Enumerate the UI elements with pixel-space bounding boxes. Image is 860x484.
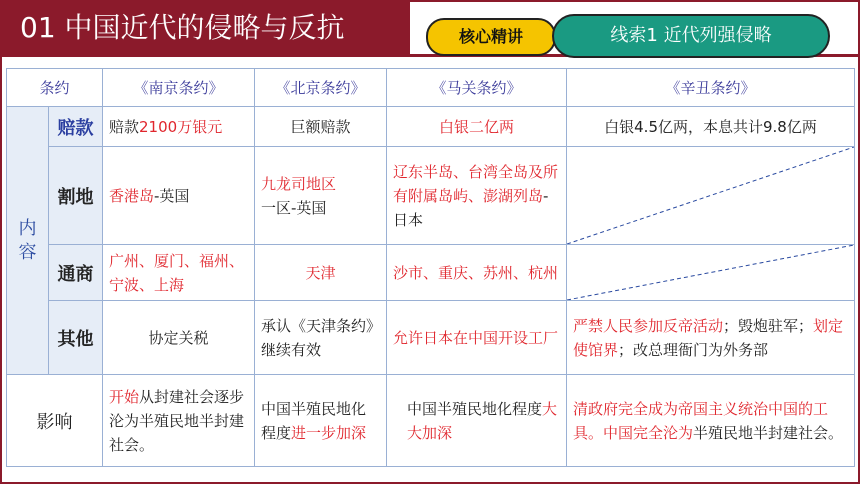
cell-xinchou-indemnity: 白银4.5亿两，本息共计9.8亿两	[567, 107, 855, 147]
cell-nanjing-other: 协定关税	[103, 301, 255, 375]
cell-xinchou-territory-empty	[567, 147, 855, 245]
text: 中国半殖民地化程度	[261, 399, 367, 442]
diagonal-slash	[567, 147, 854, 244]
text: 一区-英国	[261, 198, 327, 217]
header-xinchou: 《辛丑条约》	[567, 69, 855, 107]
text: 中国半殖民地化程度	[407, 399, 543, 418]
row-label-indemnity: 赔款	[49, 107, 103, 147]
text: 2100万银元	[139, 118, 223, 136]
table-row	[7, 301, 855, 375]
text: -英国	[154, 187, 190, 205]
table-header-row	[7, 69, 855, 107]
corner-cell: 条约	[7, 69, 103, 107]
content-side-label	[7, 107, 49, 375]
text: 清政府完全成为帝国主义统治中国的工具。中国完全沦为	[573, 399, 829, 442]
cell-beijing-indemnity: 巨额赔款	[255, 107, 387, 147]
cell-maguan-other: 允许日本在中国开设工厂	[387, 301, 567, 375]
text: ；改总理衙门为外务部	[618, 340, 769, 359]
text: 从封建社会逐步沦为半殖民地半封建社会。	[109, 387, 245, 454]
cell-beijing-territory	[255, 147, 387, 245]
text: 九龙司地区	[261, 174, 337, 193]
cell-xinchou-other	[567, 301, 855, 375]
content-label: 内容	[18, 217, 37, 263]
text: 辽东半岛、台湾全岛及所有附属岛屿、澎湖列岛	[393, 162, 559, 205]
row-label-other: 其他	[49, 301, 103, 375]
table-row	[7, 375, 855, 467]
cell-maguan-indemnity: 白银二亿两	[387, 107, 567, 147]
cell-beijing-impact	[255, 375, 387, 467]
cell-maguan-trade: 沙市、重庆、苏州、杭州	[387, 245, 567, 301]
table-row	[7, 147, 855, 245]
text: 香港岛	[109, 187, 155, 205]
header-maguan: 《马关条约》	[387, 69, 567, 107]
cell-nanjing-territory	[103, 147, 255, 245]
core-badge: 核心精讲	[426, 18, 556, 56]
cell-xinchou-trade-empty	[567, 245, 855, 301]
cell-nanjing-trade: 广州、厦门、福州、宁波、上海	[103, 245, 255, 301]
cell-xinchou-impact	[567, 375, 855, 467]
clue-badge: 线索1 近代列强侵略	[552, 14, 830, 58]
treaty-table	[6, 68, 855, 467]
text: -日本	[393, 186, 549, 229]
diagonal-slash	[567, 245, 854, 300]
table-row	[7, 107, 855, 147]
page-title: 01 中国近代的侵略与反抗	[2, 2, 410, 54]
text: ；毁炮驻军；	[723, 316, 814, 335]
text: 划定使馆界	[573, 316, 844, 359]
cell-maguan-territory	[387, 147, 567, 245]
row-label-impact: 影响	[7, 375, 103, 467]
text: 大大加深	[407, 399, 558, 442]
text: 进一步加深	[291, 423, 367, 442]
text: 赔款	[109, 118, 140, 136]
cell-nanjing-impact	[103, 375, 255, 467]
header-beijing: 《北京条约》	[255, 69, 387, 107]
cell-beijing-trade: 天津	[255, 245, 387, 301]
header-nanjing: 《南京条约》	[103, 69, 255, 107]
cell-beijing-other: 承认《天津条约》继续有效	[255, 301, 387, 375]
table-row	[7, 245, 855, 301]
row-label-territory: 割地	[49, 147, 103, 245]
text: 开始	[109, 387, 140, 406]
row-label-trade: 通商	[49, 245, 103, 301]
text: 严禁人民参加反帝活动	[573, 316, 724, 335]
text: 半殖民地半封建社会。	[693, 423, 844, 442]
cell-nanjing-indemnity	[103, 107, 255, 147]
cell-maguan-impact	[387, 375, 567, 467]
